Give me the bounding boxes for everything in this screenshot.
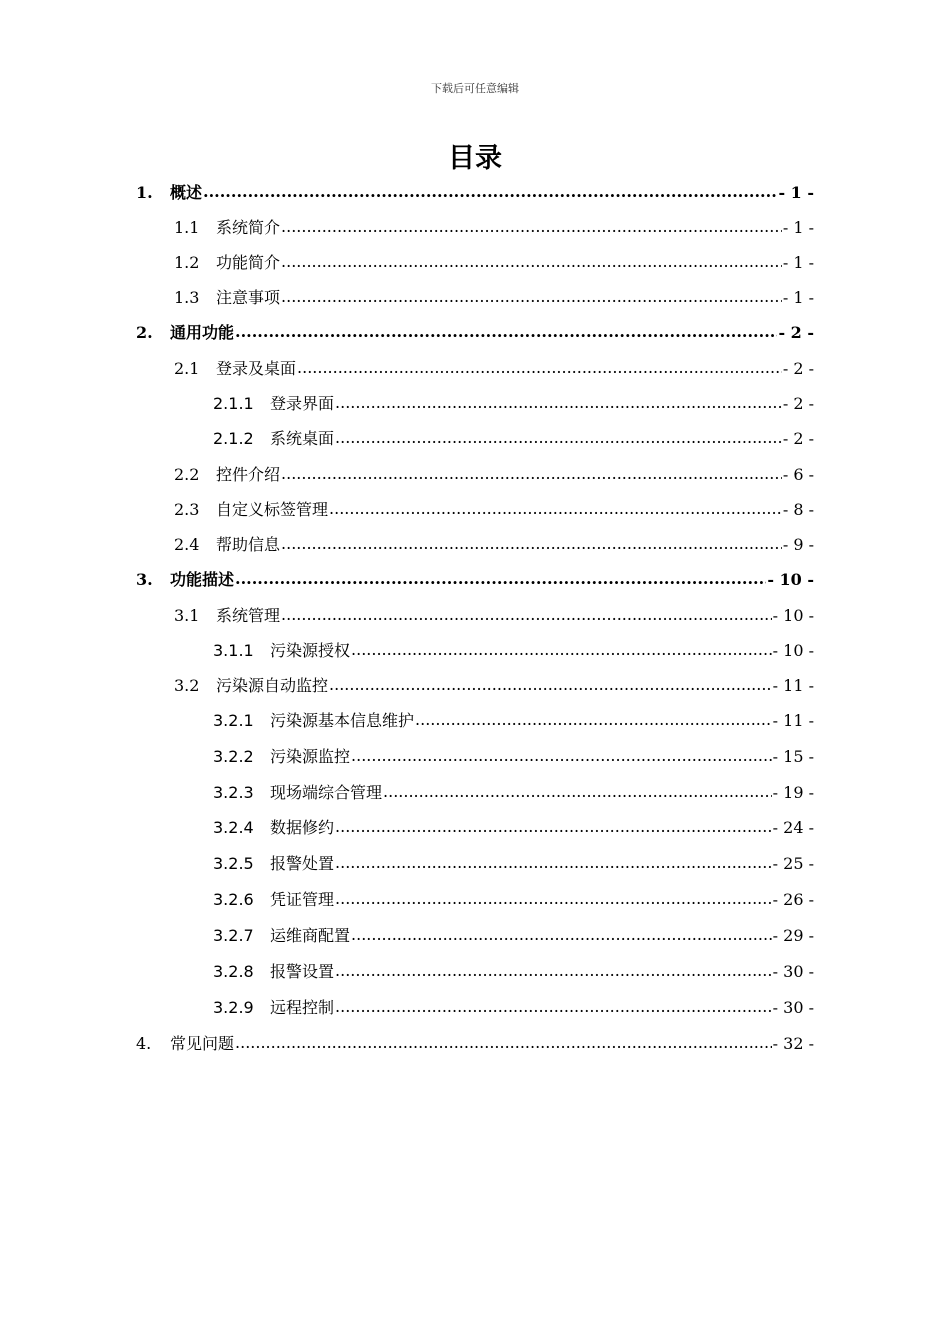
toc-entry-number: 1.2 — [174, 253, 200, 272]
toc-entry-label: 系统桌面 — [270, 429, 335, 448]
toc-entry-label: 报警处置 — [270, 854, 335, 873]
toc-entry[interactable] — [0, 638, 814, 664]
toc-entry[interactable] — [0, 995, 814, 1021]
dot-leader — [329, 675, 772, 694]
toc-entry-page: - 2 - — [782, 429, 814, 448]
toc-entry-label: 控件介绍 — [216, 465, 281, 484]
toc-entry[interactable] — [0, 320, 814, 346]
dot-leader — [281, 534, 782, 553]
dot-leader — [235, 1033, 772, 1052]
toc-entry-page: - 10 - — [772, 641, 814, 660]
toc-entry-number: 2.2 — [174, 465, 200, 484]
dot-leader — [281, 217, 782, 236]
toc-entry-page: - 11 - — [772, 676, 814, 695]
toc-entry[interactable] — [0, 356, 814, 382]
toc-entry-page: - 1 - — [778, 183, 814, 202]
toc-entry-page: - 26 - — [772, 890, 814, 909]
toc-entry-page: - 30 - — [772, 962, 814, 981]
toc-entry-label: 远程控制 — [270, 998, 335, 1017]
toc-entry[interactable] — [0, 780, 814, 806]
dot-leader — [297, 358, 782, 377]
toc-entry-label: 污染源监控 — [270, 747, 351, 766]
toc-entry-number: 3.2.4 — [213, 818, 254, 837]
toc-entry-number: 3.2.8 — [213, 962, 254, 981]
toc-entry-page: - 15 - — [772, 747, 814, 766]
toc-entry-label: 功能描述 — [170, 570, 235, 589]
toc-entry-label: 注意事项 — [216, 288, 281, 307]
dot-leader — [329, 499, 782, 518]
toc-entry[interactable] — [0, 744, 814, 770]
toc-entry-number: 3.2.3 — [213, 783, 254, 802]
toc-entry-number: 3.2 — [174, 676, 200, 695]
toc-entry[interactable] — [0, 215, 814, 241]
toc-entry-label: 运维商配置 — [270, 926, 351, 945]
dot-leader — [351, 640, 772, 659]
toc-entry[interactable] — [0, 851, 814, 877]
toc-entry-label: 自定义标签管理 — [216, 500, 329, 519]
toc-title: 目录 — [448, 143, 502, 174]
toc-entry-label: 报警设置 — [270, 962, 335, 981]
toc-entry-label: 帮助信息 — [216, 535, 281, 554]
toc-entry[interactable] — [0, 567, 814, 593]
dot-leader — [383, 782, 772, 801]
toc-entry-page: - 29 - — [772, 926, 814, 945]
toc-entry-number: 1.1 — [174, 218, 200, 237]
dot-leader — [335, 889, 772, 908]
toc-entry[interactable] — [0, 673, 814, 699]
dot-leader — [351, 925, 772, 944]
dot-leader — [335, 817, 772, 836]
toc-entry-page: - 24 - — [772, 818, 814, 837]
toc-entry[interactable] — [0, 180, 814, 206]
toc-entry-number: 3.2.5 — [213, 854, 254, 873]
dot-leader — [415, 710, 772, 729]
toc-entry-page: - 30 - — [772, 998, 814, 1017]
toc-entry-page: - 2 - — [782, 394, 814, 413]
toc-entry-label: 登录及桌面 — [216, 359, 297, 378]
toc-entry-label: 功能简介 — [216, 253, 281, 272]
toc-entry[interactable] — [0, 1031, 814, 1057]
toc-entry-label: 概述 — [170, 183, 203, 202]
toc-entry-page: - 8 - — [782, 500, 814, 519]
dot-leader — [281, 252, 782, 271]
dot-leader — [281, 605, 772, 624]
toc-entry-label: 系统简介 — [216, 218, 281, 237]
toc-entry-number: 1.3 — [174, 288, 200, 307]
toc-entry[interactable] — [0, 285, 814, 311]
toc-entry[interactable] — [0, 391, 814, 417]
dot-leader — [335, 393, 782, 412]
toc-entry-page: - 1 - — [782, 218, 814, 237]
toc-entry-number: 3.2.2 — [213, 747, 254, 766]
dot-leader — [235, 322, 777, 341]
toc-entry-page: - 2 - — [782, 359, 814, 378]
dot-leader — [203, 182, 777, 201]
toc-entry-number: 2.4 — [174, 535, 200, 554]
toc-entry-number: 2.1.1 — [213, 394, 254, 413]
dot-leader — [281, 464, 782, 483]
toc-entry[interactable] — [0, 708, 814, 734]
toc-entry-number: 4. — [136, 1034, 152, 1053]
toc-entry[interactable] — [0, 923, 814, 949]
toc-entry-number: 3.2.6 — [213, 890, 254, 909]
toc-entry-label: 凭证管理 — [270, 890, 335, 909]
toc-entry-page: - 6 - — [782, 465, 814, 484]
toc-entry-page: - 10 - — [772, 606, 814, 625]
toc-entry-label: 登录界面 — [270, 394, 335, 413]
toc-entry[interactable] — [0, 250, 814, 276]
toc-entry[interactable] — [0, 603, 814, 629]
dot-leader — [235, 569, 766, 588]
toc-entry-page: - 32 - — [772, 1034, 814, 1053]
dot-leader — [335, 961, 772, 980]
toc-entry-number: 3.2.7 — [213, 926, 254, 945]
dot-leader — [335, 997, 772, 1016]
dot-leader — [335, 428, 782, 447]
toc-entry-label: 污染源基本信息维护 — [270, 711, 415, 730]
toc-entry-page: - 1 - — [782, 253, 814, 272]
toc-entry[interactable] — [0, 426, 814, 452]
toc-entry-page: - 1 - — [782, 288, 814, 307]
toc-entry-label: 通用功能 — [170, 323, 235, 342]
toc-entry-number: 3. — [136, 570, 153, 589]
dot-leader — [335, 853, 772, 872]
dot-leader — [281, 287, 782, 306]
toc-entry[interactable] — [0, 815, 814, 841]
toc-entry-number: 2.1 — [174, 359, 200, 378]
toc-entry[interactable] — [0, 959, 814, 985]
toc-entry-number: 3.2.1 — [213, 711, 254, 730]
toc-entry-page: - 9 - — [782, 535, 814, 554]
toc-entry-number: 2. — [136, 323, 153, 342]
toc-entry-label: 污染源自动监控 — [216, 676, 329, 695]
toc-entry-page: - 11 - — [772, 711, 814, 730]
toc-entry-page: - 25 - — [772, 854, 814, 873]
toc-entry-label: 现场端综合管理 — [270, 783, 383, 802]
toc-entry-number: 2.1.2 — [213, 429, 254, 448]
toc-entry-number: 1. — [136, 183, 153, 202]
toc-entry[interactable] — [0, 462, 814, 488]
header-note: 下载后可任意编辑 — [431, 82, 519, 95]
dot-leader — [351, 746, 772, 765]
toc-entry[interactable] — [0, 532, 814, 558]
toc-entry-number: 2.3 — [174, 500, 200, 519]
toc-entry-label: 数据修约 — [270, 818, 335, 837]
toc-entry[interactable] — [0, 887, 814, 913]
toc-entry-label: 系统管理 — [216, 606, 281, 625]
toc-entry-number: 3.1.1 — [213, 641, 254, 660]
toc-entry-page: - 10 - — [767, 570, 814, 589]
toc-entry-number: 3.2.9 — [213, 998, 254, 1017]
toc-entry-page: - 19 - — [772, 783, 814, 802]
toc-entry-page: - 2 - — [778, 323, 814, 342]
toc-entry-label: 常见问题 — [170, 1034, 235, 1053]
toc-entry[interactable] — [0, 497, 814, 523]
toc-entry-label: 污染源授权 — [270, 641, 351, 660]
toc-entry-number: 3.1 — [174, 606, 200, 625]
